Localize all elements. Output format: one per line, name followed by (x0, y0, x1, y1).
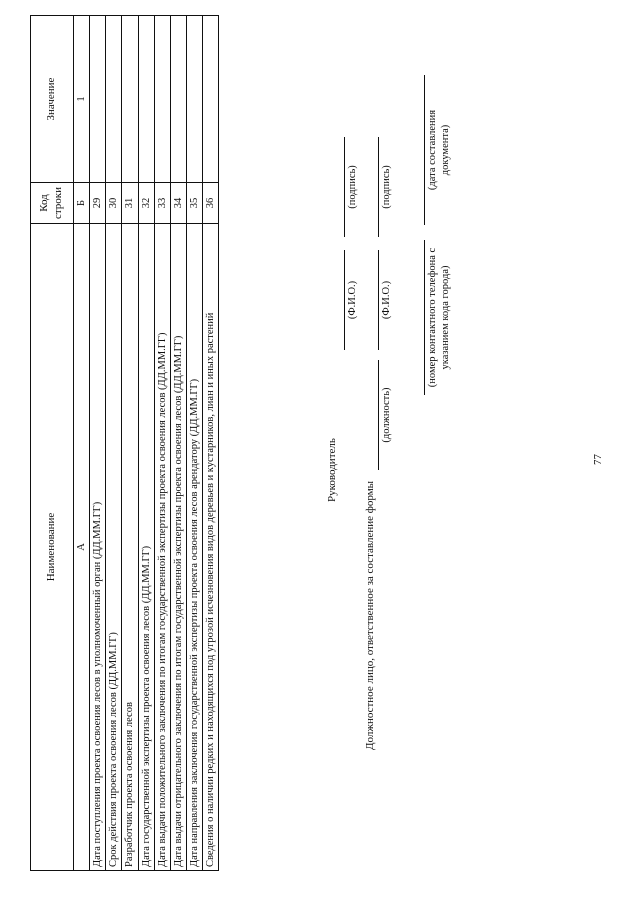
table-row (90, 16, 106, 871)
page-number: 77 (592, 454, 604, 465)
row-name: Сведения о наличии редких и находящихся под угрозой исчезновения видов деревьев и кустарников, лиан и иных растений (203, 224, 219, 871)
row-name: Дата государственной экспертизы проекта освоения лесов (ДД.ММ.ГГ) (138, 224, 154, 871)
responsible-fio-line (378, 250, 379, 350)
responsible-label: Должностное лицо, ответственное за составление формы (364, 480, 376, 750)
date-caption: (дата составления документа) (427, 109, 452, 191)
table-row (170, 16, 186, 871)
row-value[interactable] (106, 16, 122, 183)
row-name: Срок действия проекта освоения лесов (ДД.ММ.ГГ) (106, 224, 122, 871)
head-label: Руководитель (326, 438, 338, 502)
head-signature-caption: (подпись) (347, 165, 358, 209)
table-row (122, 16, 138, 871)
table-row (138, 16, 154, 871)
phone-caption: (номер контактного телефона с указанием кода города) (427, 247, 452, 388)
table-row (106, 16, 122, 871)
row-code: 32 (138, 183, 154, 224)
head-signature-line (344, 137, 345, 237)
row-code: 36 (203, 183, 219, 224)
letter-code: Б (74, 183, 90, 224)
row-value[interactable] (186, 16, 202, 183)
row-value[interactable] (138, 16, 154, 183)
row-name: Разработчик проекта освоения лесов (122, 224, 138, 871)
row-value[interactable] (170, 16, 186, 183)
header-code: Код строки (31, 183, 74, 224)
row-code: 30 (106, 183, 122, 224)
head-fio-line (344, 250, 345, 350)
row-value[interactable] (154, 16, 170, 183)
table-row (154, 16, 170, 871)
row-code: 34 (170, 183, 186, 224)
row-name: Дата направления заключения государственной экспертизы проекта освоения лесов арендатору (ДД.ММ.ГГ) (186, 224, 202, 871)
row-code: 31 (122, 183, 138, 224)
phone-line (424, 240, 425, 395)
row-value[interactable] (203, 16, 219, 183)
letter-name: А (74, 224, 90, 871)
row-value[interactable] (122, 16, 138, 183)
row-code: 29 (90, 183, 106, 224)
responsible-signature-line (378, 137, 379, 237)
position-line (378, 360, 379, 470)
row-name: Дата поступления проекта освоения лесов в уполномоченный орган (ДД.ММ.ГГ) (90, 224, 106, 871)
row-name: Дата выдачи отрицательного заключения по итогам государственной экспертизы проекта освоения лесов (ДД.ММ.ГГ) (170, 224, 186, 871)
row-value[interactable] (90, 16, 106, 183)
head-fio-caption: (Ф.И.О.) (347, 280, 358, 320)
letter-value: 1 (74, 16, 90, 183)
responsible-signature-caption: (подпись) (381, 165, 392, 209)
responsible-fio-caption: (Ф.И.О.) (381, 280, 392, 320)
row-code: 33 (154, 183, 170, 224)
header-name: Наименование (31, 224, 74, 871)
column-letters-row (74, 16, 90, 871)
table-row (186, 16, 202, 871)
table-header-row (31, 16, 74, 871)
row-name: Дата выдачи положительного заключения по итогам государственной экспертизы проекта освоения лесов (ДД.ММ.ГГ) (154, 224, 170, 871)
form-table (30, 15, 219, 871)
row-code: 35 (186, 183, 202, 224)
header-value: Значение (31, 16, 74, 183)
date-line (424, 75, 425, 225)
position-caption: (должность) (381, 387, 392, 443)
table-row (203, 16, 219, 871)
